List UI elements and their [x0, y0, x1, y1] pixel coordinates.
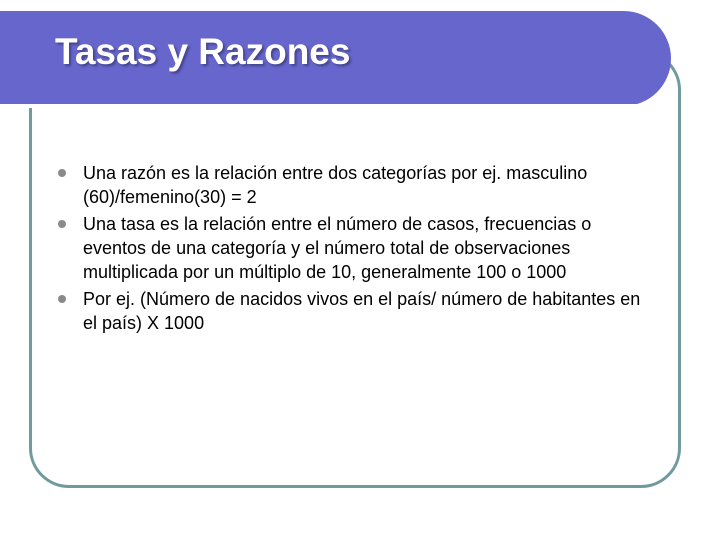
bullet-list — [57, 161, 657, 338]
bullet-item — [57, 287, 657, 335]
bullet-text: Una tasa es la relación entre el número de casos, frecuencias o eventos de una categoría y el número total de observaciones multiplicada por un múltiplo de 10, generalmente 100 o 1000 — [83, 214, 592, 282]
bullet-text: Por ej. (Número de nacidos vivos en el país/ número de habitantes en el país) X 1000 — [83, 289, 641, 333]
title-underline — [0, 104, 638, 108]
bullet-item — [57, 161, 657, 209]
bullet-dot-icon — [58, 169, 66, 177]
bullet-text: Una razón es la relación entre dos categorías por ej. masculino (60)/femenino(30) = 2 — [83, 163, 588, 207]
bullet-dot-icon — [58, 295, 66, 303]
bullet-item — [57, 212, 657, 284]
bullet-dot-icon — [58, 220, 66, 228]
slide-title: Tasas y Razones — [55, 31, 351, 72]
